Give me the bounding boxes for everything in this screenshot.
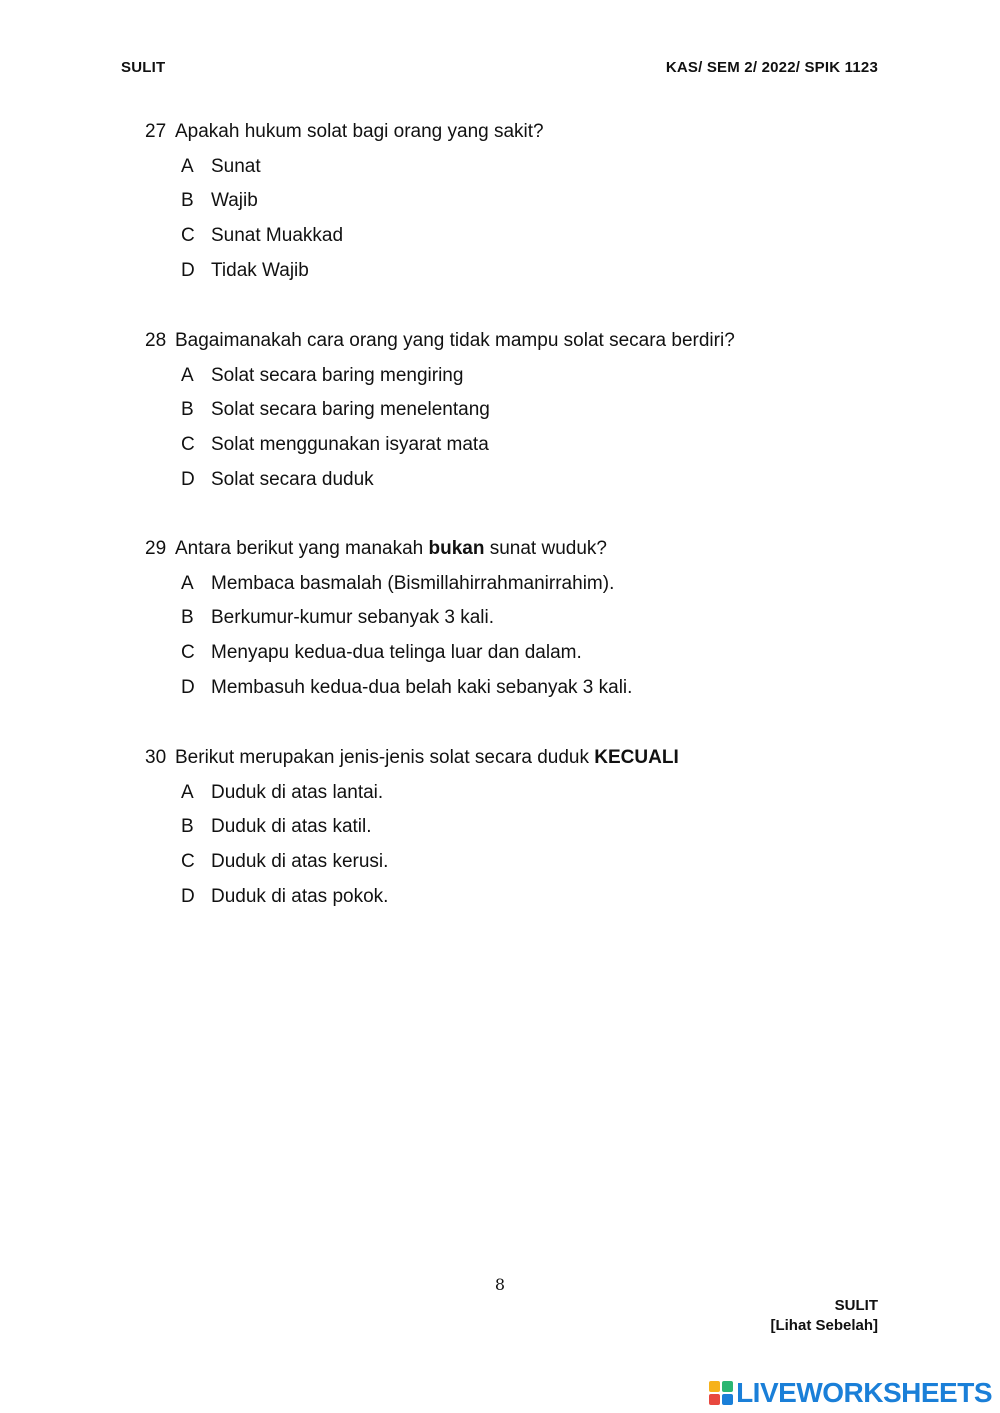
option-text: Solat secara duduk bbox=[211, 468, 374, 490]
question-27 bbox=[145, 120, 905, 283]
liveworksheets-brand[interactable] bbox=[709, 1378, 992, 1408]
option-b[interactable] bbox=[181, 398, 905, 422]
question-number: 28 bbox=[145, 330, 167, 351]
option-text: Sunat bbox=[211, 155, 261, 177]
question-number: 29 bbox=[145, 538, 167, 559]
option-letter: C bbox=[181, 434, 195, 456]
option-text: Solat secara baring mengiring bbox=[211, 364, 464, 386]
option-letter: B bbox=[181, 816, 194, 838]
option-text: Membasuh kedua-dua belah kaki sebanyak 3 kali. bbox=[211, 676, 633, 698]
question-emphasis: bukan bbox=[428, 538, 485, 559]
option-text: Sunat Muakkad bbox=[211, 225, 344, 247]
option-d[interactable] bbox=[181, 259, 905, 283]
option-b[interactable] bbox=[181, 189, 905, 213]
footer-sulit: SULIT bbox=[834, 1297, 878, 1314]
question-stem bbox=[145, 746, 905, 770]
option-c[interactable] bbox=[181, 641, 905, 665]
liveworksheets-wordmark: LIVEWORKSHEETS bbox=[736, 1377, 992, 1408]
question-number: 27 bbox=[145, 121, 167, 142]
question-text: Antara berikut yang manakah bbox=[175, 538, 429, 559]
option-d[interactable] bbox=[181, 885, 905, 909]
option-text: Tidak Wajib bbox=[211, 259, 309, 281]
option-a[interactable] bbox=[181, 155, 905, 179]
option-text: Membaca basmalah (Bismillahirrahmanirrahim). bbox=[211, 572, 615, 594]
option-d[interactable] bbox=[181, 468, 905, 492]
header-exam-code: KAS/ SEM 2/ 2022/ SPIK 1123 bbox=[665, 59, 878, 76]
option-letter: C bbox=[181, 225, 195, 247]
option-b[interactable] bbox=[181, 606, 905, 630]
option-text: Menyapu kedua-dua telinga luar dan dalam. bbox=[211, 642, 582, 664]
question-stem bbox=[145, 329, 905, 353]
page-number: 8 bbox=[494, 1275, 506, 1294]
option-c[interactable] bbox=[181, 433, 905, 457]
option-letter: D bbox=[181, 676, 195, 698]
liveworksheets-logo-icon bbox=[709, 1381, 733, 1405]
option-letter: C bbox=[181, 642, 195, 664]
option-letter: B bbox=[181, 190, 194, 212]
option-a[interactable] bbox=[181, 572, 905, 596]
question-28 bbox=[145, 329, 905, 492]
option-d[interactable] bbox=[181, 676, 905, 700]
question-stem bbox=[145, 120, 905, 144]
option-b[interactable] bbox=[181, 815, 905, 839]
question-text: Apakah hukum solat bagi orang yang sakit? bbox=[175, 121, 544, 142]
option-letter: A bbox=[181, 155, 194, 177]
option-letter: A bbox=[181, 572, 194, 594]
footer-next-page: [Lihat Sebelah] bbox=[770, 1317, 878, 1334]
option-c[interactable] bbox=[181, 850, 905, 874]
option-a[interactable] bbox=[181, 364, 905, 388]
option-letter: A bbox=[181, 364, 194, 386]
option-letter: D bbox=[181, 259, 195, 281]
option-text: Duduk di atas pokok. bbox=[211, 885, 389, 907]
option-c[interactable] bbox=[181, 224, 905, 248]
question-text: Berikut merupakan jenis-jenis solat secara duduk bbox=[175, 747, 595, 768]
option-letter: B bbox=[181, 399, 194, 421]
question-30 bbox=[145, 746, 905, 909]
question-text: Bagaimanakah cara orang yang tidak mampu solat secara berdiri? bbox=[175, 330, 735, 351]
question-text-end: sunat wuduk? bbox=[484, 538, 607, 559]
question-number: 30 bbox=[145, 747, 167, 768]
footer bbox=[770, 1296, 878, 1336]
header-left-label: SULIT bbox=[121, 59, 166, 76]
option-text: Duduk di atas kerusi. bbox=[211, 851, 389, 873]
option-letter: A bbox=[181, 781, 194, 803]
question-emphasis: KECUALI bbox=[594, 747, 679, 768]
option-letter: B bbox=[181, 607, 194, 629]
option-a[interactable] bbox=[181, 781, 905, 805]
option-letter: D bbox=[181, 468, 195, 490]
option-text: Solat menggunakan isyarat mata bbox=[211, 434, 489, 456]
question-stem bbox=[145, 537, 905, 561]
option-letter: C bbox=[181, 851, 195, 873]
option-text: Berkumur-kumur sebanyak 3 kali. bbox=[211, 607, 494, 629]
option-text: Duduk di atas katil. bbox=[211, 816, 372, 838]
option-letter: D bbox=[181, 885, 195, 907]
option-text: Solat secara baring menelentang bbox=[211, 399, 490, 421]
option-text: Duduk di atas lantai. bbox=[211, 781, 384, 803]
option-text: Wajib bbox=[211, 190, 258, 212]
question-29 bbox=[145, 537, 905, 700]
